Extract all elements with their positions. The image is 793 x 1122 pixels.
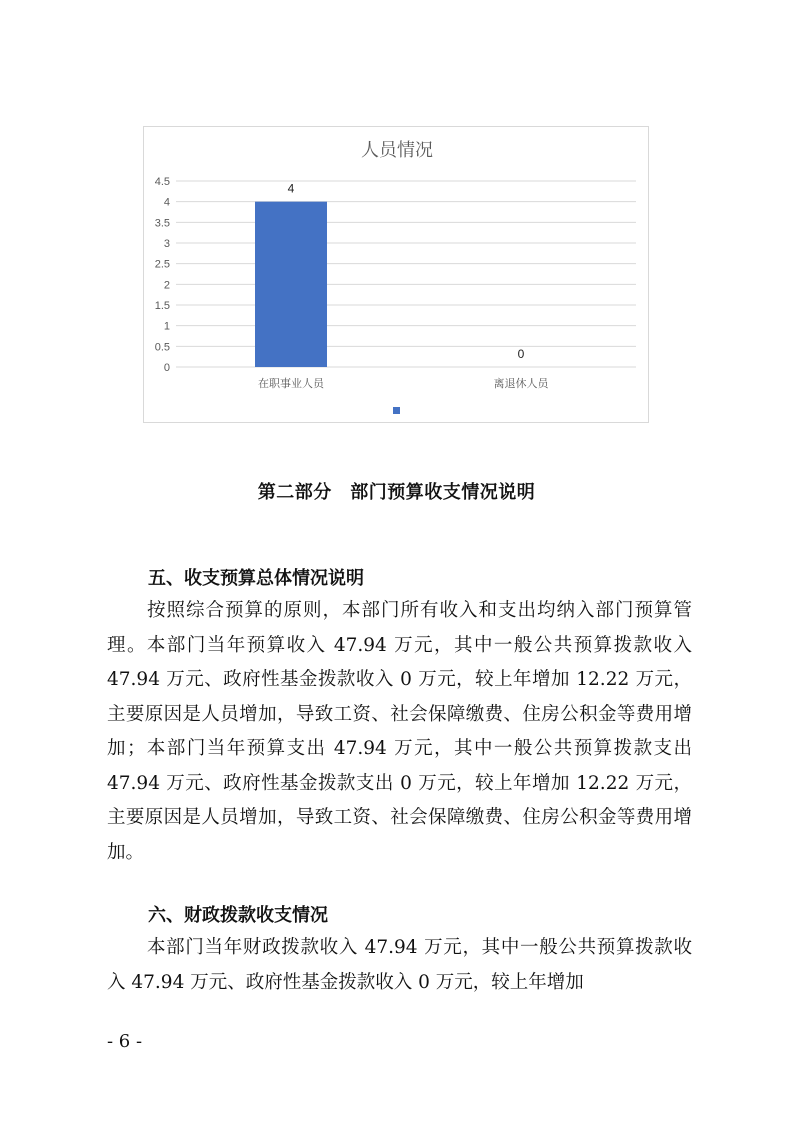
category-label: 在职事业人员 bbox=[258, 378, 324, 390]
paragraph-budget-overview: 按照综合预算的原则，本部门所有收入和支出均纳入部门预算管理。本部门当年预算收入 47.94 万元，其中一般公共预算拨款收入 47.94 万元、政府性基金拨款收入 0 万元，较上年增加 12.22 万元，主要原因是人员增加，导致工资、社会保障缴费、住房公积金等费用增加；本部门当年预算支出 47.94 万元，其中一般公共预算拨款支出 47.94 万元、政府性基金拨款支出 0 万元，较上年增加 12.22 万元，主要原因是人员增加，导致工资、社会保障缴费、住房公积金等费用增加。 bbox=[107, 600, 692, 863]
paragraph-fiscal-allocation: 本部门当年财政拨款收入 47.94 万元，其中一般公共预算拨款收入 47.94 万元、政府性基金拨款收入 0 万元，较上年增加 bbox=[107, 937, 692, 993]
y-tick-label: 0 bbox=[163, 362, 170, 374]
y-tick-label: 1.5 bbox=[154, 300, 170, 312]
bar bbox=[255, 202, 327, 367]
y-tick-label: 0.5 bbox=[154, 341, 170, 354]
heading-five: 五、收支预算总体情况说明 bbox=[148, 568, 364, 589]
bar-chart bbox=[144, 127, 650, 424]
data-label: 0 bbox=[517, 347, 525, 361]
section-title: 第二部分 部门预算收支情况说明 bbox=[257, 482, 536, 503]
y-tick-label: 3 bbox=[163, 238, 170, 250]
data-label: 4 bbox=[287, 181, 295, 196]
category-label: 离退休人员 bbox=[493, 378, 549, 390]
chart-title: 人员情况 bbox=[361, 140, 433, 160]
y-tick-label: 3.5 bbox=[154, 217, 170, 230]
chart-container bbox=[143, 126, 649, 423]
legend-marker bbox=[393, 407, 400, 414]
y-tick-label: 4 bbox=[163, 196, 170, 209]
y-tick-label: 4.5 bbox=[154, 176, 170, 188]
heading-six: 六、财政拨款收支情况 bbox=[148, 905, 328, 926]
y-tick-label: 1 bbox=[163, 320, 170, 333]
y-tick-label: 2 bbox=[163, 279, 170, 292]
y-tick-label: 2.5 bbox=[154, 258, 170, 271]
page-number: - 6 - bbox=[107, 1031, 143, 1052]
